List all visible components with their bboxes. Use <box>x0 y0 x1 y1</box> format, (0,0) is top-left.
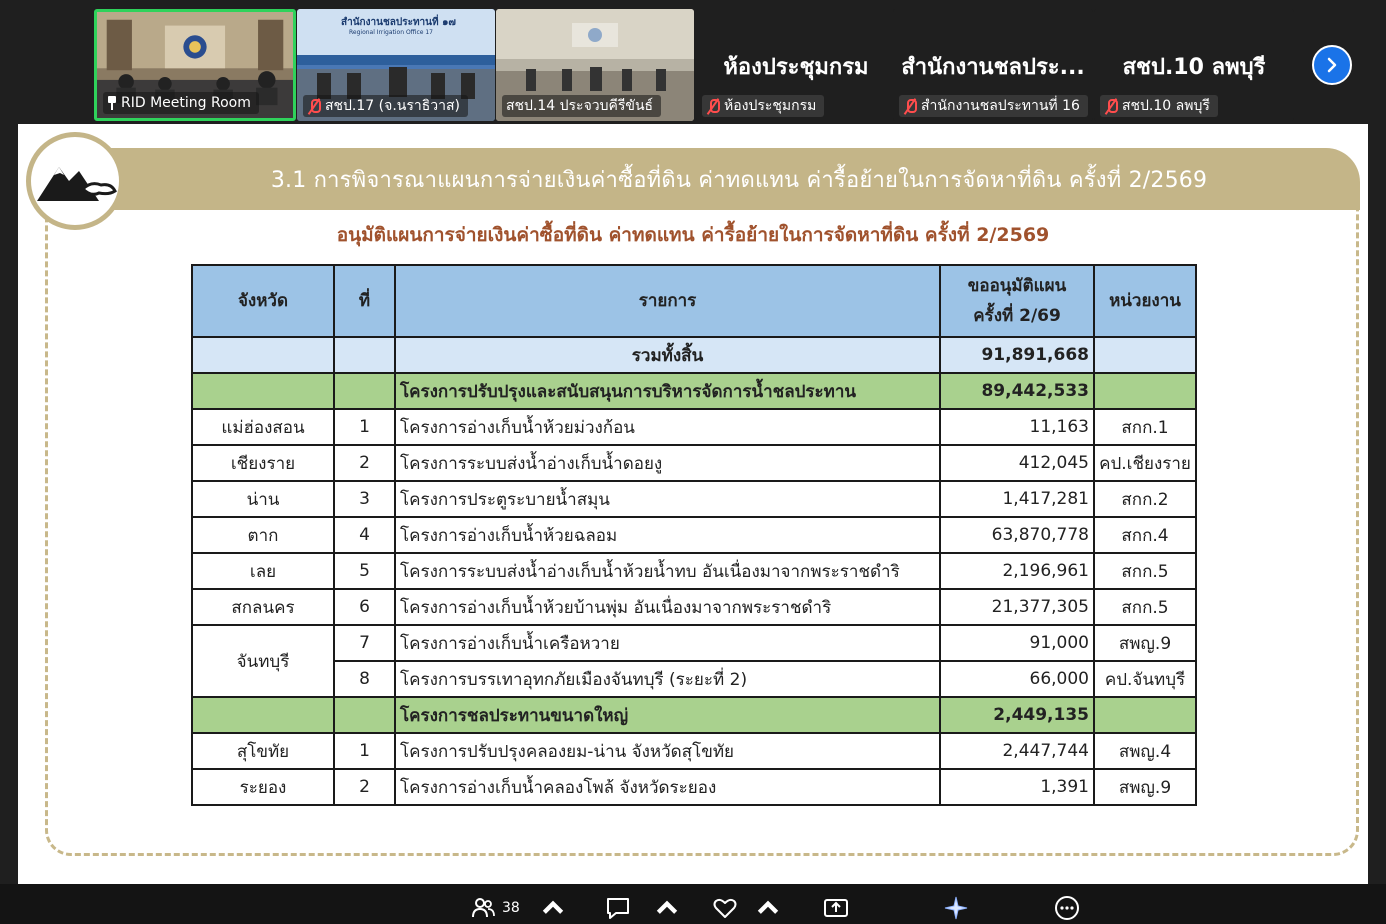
participant-name: สำนักงานชลประทานที่ 16 <box>921 98 1080 114</box>
cell-amount: 91,000 <box>940 625 1094 661</box>
cell-unit: คป.เชียงราย <box>1094 445 1196 481</box>
cell-amount: 1,391 <box>940 769 1094 805</box>
participant-tile-rio10[interactable] <box>1094 9 1294 121</box>
participant-name-tag <box>103 92 259 114</box>
cell-unit: สพญ.4 <box>1094 733 1196 769</box>
cell-item: โครงการระบบส่งน้ำอ่างเก็บน้ำดอยงู <box>395 445 940 481</box>
table-row <box>192 733 1196 769</box>
cell-item: โครงการปรับปรุงคลองยม-น่าน จังหวัดสุโขทัย <box>395 733 940 769</box>
table-row <box>192 517 1196 553</box>
mountain-logo <box>26 132 124 230</box>
cell-province: สุโขทัย <box>192 733 334 769</box>
table-row <box>192 445 1196 481</box>
group-label: โครงการปรับปรุงและสนับสนุนการบริหารจัดการน้ำชลประทาน <box>395 373 940 409</box>
reactions-menu-button[interactable] <box>755 894 781 922</box>
table-row <box>192 409 1196 445</box>
reactions-button[interactable] <box>712 894 738 922</box>
ai-companion-button[interactable] <box>943 894 969 922</box>
participant-name-tag <box>303 95 468 117</box>
mountain-icon <box>33 153 117 209</box>
cell-province: เลย <box>192 553 334 589</box>
participant-name-tag <box>899 95 1088 117</box>
cell-unit: สพญ.9 <box>1094 769 1196 805</box>
cell-province: น่าน <box>192 481 334 517</box>
cell-unit: สกก.5 <box>1094 553 1196 589</box>
cell-amount: 2,447,744 <box>940 733 1094 769</box>
cell-item: โครงการอ่างเก็บน้ำคลองโพล้ จังหวัดระยอง <box>395 769 940 805</box>
cell-unit: สกก.2 <box>1094 481 1196 517</box>
cell-item: โครงการระบบส่งน้ำอ่างเก็บน้ำห้วยน้ำทบ อันเนื่องมาจากพระราชดำริ <box>395 553 940 589</box>
sparkle-icon <box>943 895 969 921</box>
table-header-row <box>192 265 1196 337</box>
participant-tile-rio17[interactable] <box>297 9 495 121</box>
group-amount: 2,449,135 <box>940 697 1094 733</box>
meeting-toolbar <box>0 884 1386 924</box>
participant-name: RID Meeting Room <box>121 95 251 111</box>
cell-unit: สกก.1 <box>1094 409 1196 445</box>
slide-title: 3.1 การพิจารณาแผนการจ่ายเงินค่าซื้อที่ดิน ค่าทดแทน ค่ารื้อย้ายในการจัดหาที่ดิน ครั้งที่ 2/2569 <box>270 167 1208 193</box>
participants-button[interactable] <box>470 894 520 922</box>
slide-title-bar <box>78 148 1360 210</box>
cell-province: เชียงราย <box>192 445 334 481</box>
people-icon <box>470 895 496 921</box>
chevron-up-icon <box>654 895 680 921</box>
participant-display-name: สชป.10 ลพบุรี <box>1122 55 1266 80</box>
chevron-up-icon <box>540 895 566 921</box>
participant-name: สชป.14 ประจวบคีรีขันธ์ <box>506 98 654 114</box>
cell-no: 8 <box>334 661 395 697</box>
more-options-button[interactable] <box>1054 894 1080 922</box>
mic-off-icon <box>903 98 917 114</box>
total-label: รวมทั้งสิ้น <box>395 337 940 373</box>
chat-icon <box>605 895 631 921</box>
chevron-up-icon <box>755 895 781 921</box>
header-province: จังหวัด <box>192 265 334 337</box>
cell-province: สกลนคร <box>192 589 334 625</box>
table-row <box>192 481 1196 517</box>
cell-amount: 63,870,778 <box>940 517 1094 553</box>
mic-off-icon <box>307 98 321 114</box>
participant-tile-dept-room[interactable] <box>696 9 896 121</box>
table-row <box>192 625 1196 661</box>
participant-name-tag <box>502 95 661 117</box>
cell-item: โครงการอ่างเก็บน้ำเครือหวาย <box>395 625 940 661</box>
cell-amount: 412,045 <box>940 445 1094 481</box>
participant-display-name: สำนักงานชลประ... <box>901 55 1085 80</box>
group-row <box>192 697 1196 733</box>
cell-item: โครงการอ่างเก็บน้ำห้วยม่วงก้อน <box>395 409 940 445</box>
participant-banner-sub: Regional Irrigation Office 17 <box>349 29 433 36</box>
participants-count: 38 <box>502 900 520 916</box>
cell-item: โครงการอ่างเก็บน้ำห้วยบ้านพุ่ม อันเนื่องมาจากพระราชดำริ <box>395 589 940 625</box>
participant-name-tag <box>1100 95 1218 117</box>
cell-province: ระยอง <box>192 769 334 805</box>
cell-no: 1 <box>334 733 395 769</box>
participant-name: สชป.10 ลพบุรี <box>1122 98 1210 114</box>
cell-amount: 21,377,305 <box>940 589 1094 625</box>
participants-menu-button[interactable] <box>540 894 566 922</box>
cell-item: โครงการบรรเทาอุทกภัยเมืองจันทบุรี (ระยะที่ 2) <box>395 661 940 697</box>
participant-banner: สำนักงานชลประทานที่ ๑๗ <box>341 17 456 28</box>
slide-subtitle: อนุมัติแผนการจ่ายเงินค่าซื้อที่ดิน ค่าทดแทน ค่ารื้อย้ายในการจัดหาที่ดิน ครั้งที่ 2/2569 <box>336 224 1050 246</box>
cell-province: จันทบุรี <box>192 625 334 697</box>
chat-button[interactable] <box>605 894 631 922</box>
total-amount: 91,891,668 <box>940 337 1094 373</box>
chat-menu-button[interactable] <box>654 894 680 922</box>
group-label: โครงการชลประทานขนาดใหญ่ <box>395 697 940 733</box>
mic-off-icon <box>706 98 720 114</box>
cell-no: 4 <box>334 517 395 553</box>
cell-unit: สพญ.9 <box>1094 625 1196 661</box>
group-amount: 89,442,533 <box>940 373 1094 409</box>
cell-amount: 66,000 <box>940 661 1094 697</box>
share-screen-icon <box>823 895 849 921</box>
shared-screen-slide <box>18 124 1368 884</box>
cell-unit: สกก.5 <box>1094 589 1196 625</box>
group-row <box>192 373 1196 409</box>
chevron-right-icon <box>1323 56 1341 74</box>
cell-item: โครงการประตูระบายน้ำสมุน <box>395 481 940 517</box>
table-row <box>192 589 1196 625</box>
table-row <box>192 661 1196 697</box>
participant-name: ห้องประชุมกรม <box>724 98 817 114</box>
heart-icon <box>712 895 738 921</box>
cell-item: โครงการอ่างเก็บน้ำห้วยฉลอม <box>395 517 940 553</box>
participant-tile-rio16[interactable] <box>893 9 1093 121</box>
cell-no: 3 <box>334 481 395 517</box>
header-item: รายการ <box>395 265 940 337</box>
cell-unit: สกก.4 <box>1094 517 1196 553</box>
participant-name-tag <box>702 95 824 117</box>
header-amount <box>940 265 1094 337</box>
total-row <box>192 337 1196 373</box>
cell-amount: 2,196,961 <box>940 553 1094 589</box>
pin-icon <box>107 96 117 110</box>
land-payment-plan-table <box>191 264 1197 806</box>
cell-no: 7 <box>334 625 395 661</box>
cell-no: 6 <box>334 589 395 625</box>
cell-amount: 11,163 <box>940 409 1094 445</box>
next-participants-button[interactable] <box>1312 45 1352 85</box>
participant-name: สชป.17 (จ.นราธิวาส) <box>325 98 460 114</box>
participant-tile-rid-meeting-room[interactable] <box>94 9 296 121</box>
cell-province: ตาก <box>192 517 334 553</box>
participant-strip <box>0 0 1386 124</box>
table-row <box>192 553 1196 589</box>
participant-tile-rio14[interactable] <box>496 9 694 121</box>
cell-no: 2 <box>334 445 395 481</box>
cell-unit: คป.จันทบุรี <box>1094 661 1196 697</box>
cell-province: แม่ฮ่องสอน <box>192 409 334 445</box>
participant-display-name: ห้องประชุมกรม <box>723 55 869 80</box>
share-screen-button[interactable] <box>823 894 849 922</box>
cell-no: 2 <box>334 769 395 805</box>
cell-no: 1 <box>334 409 395 445</box>
table-row <box>192 769 1196 805</box>
more-icon <box>1054 895 1080 921</box>
cell-amount: 1,417,281 <box>940 481 1094 517</box>
mic-off-icon <box>1104 98 1118 114</box>
cell-no: 5 <box>334 553 395 589</box>
header-unit: หน่วยงาน <box>1094 265 1196 337</box>
header-amount-line2: ครั้งที่ 2/69 <box>973 306 1061 326</box>
header-amount-line1: ขออนุมัติแผน <box>967 276 1067 296</box>
header-no: ที่ <box>334 265 395 337</box>
